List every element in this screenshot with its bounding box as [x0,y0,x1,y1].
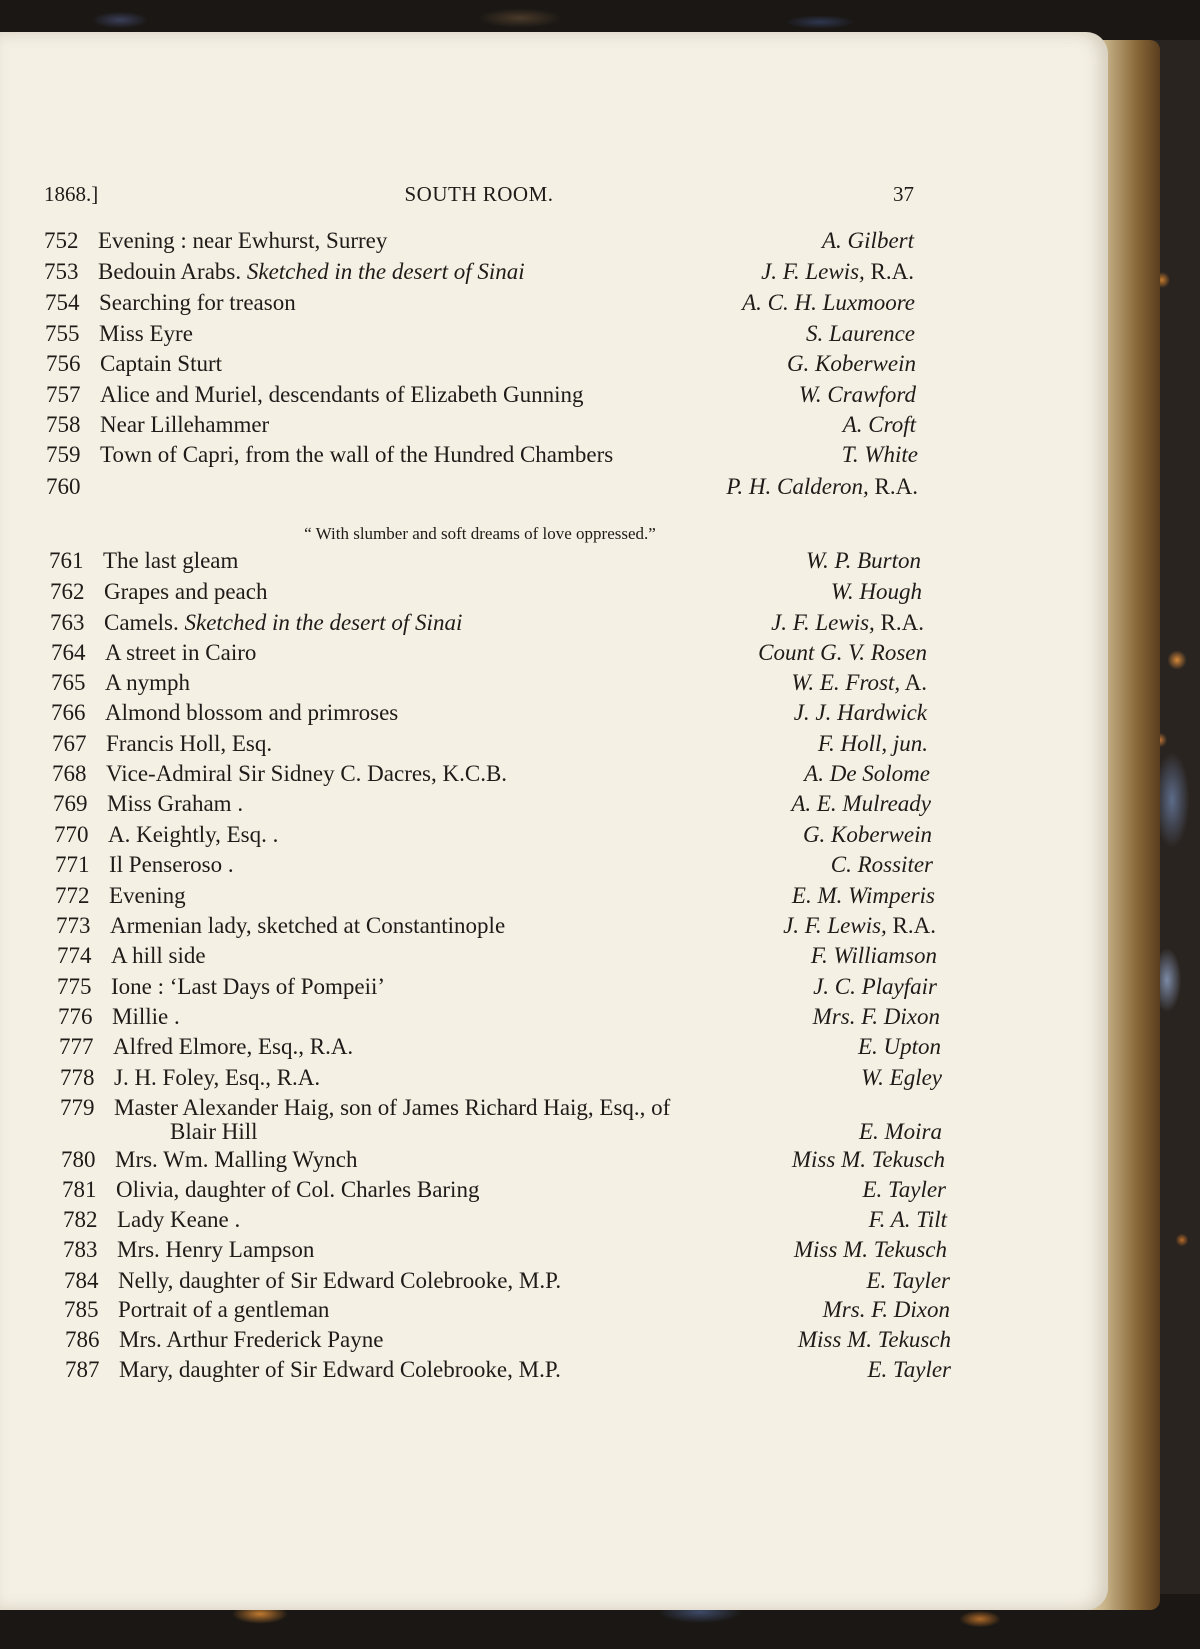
entry-title: Mrs. Wm. Malling Wynch [115,1147,358,1172]
catalogue-entry [45,321,915,351]
entry-title: Grapes and peach [104,579,268,604]
entry-title: Alice and Muriel, descendants of Elizabeth Gunning [100,382,584,407]
entry-artist: W. Crawford [798,382,916,407]
catalogue-entry [45,290,915,320]
entry-title: A nymph [105,670,190,695]
entry-title: J. H. Foley, Esq., R.A. [114,1065,321,1090]
entry-title: Near Lillehammer [100,412,270,437]
entry-title: Francis Holl, Esq. [106,731,273,756]
entry-artist: J. F. Lewis, R.A. [771,610,924,635]
entry-title: Evening [109,883,186,908]
entry-title: Miss Eyre [99,321,193,346]
catalogue-entry [64,1297,950,1327]
entry-number: 769 [53,791,88,816]
artist-honour: R.A. [886,913,936,938]
catalogue-entry [57,943,937,973]
entry-title: Nelly, daughter of Sir Edward Colebrooke, M.P. [118,1268,562,1293]
entry-number: 783 [63,1237,98,1262]
catalogue-entry [63,1237,947,1267]
entry-title: Captain Sturt [100,351,223,376]
entry-number: 766 [51,700,86,725]
entry-artist: Miss M. Tekusch [793,1237,947,1262]
entry-artist: A. C. H. Luxmoore [742,290,915,315]
entry-number: 771 [55,852,90,877]
catalogue-entry [52,761,930,791]
entry-quote: “ With slumber and soft dreams of love oppressed.” [304,524,656,543]
catalogue-entry [60,1065,942,1095]
entry-number: 787 [65,1357,100,1382]
catalogue-entry [65,1327,951,1357]
entry-artist: Mrs. F. Dixon [822,1297,950,1322]
catalogue-entry [46,474,918,504]
entry-artist: E. Upton [857,1034,941,1059]
catalogue-entry [50,579,922,609]
catalogue-entry [51,640,927,670]
entry-artist: E. Tayler [866,1268,950,1293]
page-number: 37 [893,182,914,206]
entry-number: 761 [49,548,84,573]
entry-number: 753 [44,259,79,284]
entry-number: 768 [52,761,87,786]
catalogue-entry [46,351,916,381]
entry-artist: F. Holl, jun. [817,731,928,756]
catalogue-entry [54,822,932,852]
entry-number: 786 [65,1327,100,1352]
entry-artist: A. Croft [842,412,916,437]
entry-title: Alfred Elmore, Esq., R.A. [113,1034,354,1059]
catalogue-entry [44,259,914,289]
entry-artist: W. P. Burton [805,548,921,573]
entry-artist: E. Tayler [867,1357,951,1382]
catalogue-entry [44,228,914,258]
entry-artist: Miss M. Tekusch [791,1147,945,1172]
entry-title: Almond blossom and primroses [105,700,399,725]
entry-title: Mary, daughter of Sir Edward Colebrooke, M.P. [119,1357,561,1382]
entry-title-note: Sketched in the desert of Sinai [241,259,525,284]
artist-honour: R.A. [864,259,914,284]
entry-artist: A. Gilbert [822,228,914,253]
entry-title: Mrs. Arthur Frederick Payne [119,1327,384,1352]
catalogue-entry [46,382,916,412]
entry-title: Vice-Admiral Sir Sidney C. Dacres, K.C.B. [106,761,508,786]
entry-title: Ione : ‘Last Days of Pompeii’ [111,974,386,999]
catalogue-entry [55,883,935,913]
entry-number: 764 [51,640,86,665]
entry-title: Miss Graham . [107,791,244,816]
catalogue-entry [50,610,924,640]
artist-honour: R.A. [868,474,918,499]
entry-artist: Miss M. Tekusch [797,1327,951,1352]
entry-number: 782 [63,1207,98,1232]
entry-title: The last gleam [103,548,239,573]
entry-artist: J. F. Lewis, R.A. [783,913,936,938]
entry-artist: C. Rossiter [830,852,933,877]
entry-number: 770 [54,822,89,847]
catalogue-entry [63,1207,947,1237]
entry-number: 781 [62,1177,97,1202]
artist-honour: A. [900,670,927,695]
entry-number: 784 [64,1268,99,1293]
entry-number: 785 [64,1297,99,1322]
catalogue-entry [57,974,937,1004]
entry-title: Bedouin Arabs. Sketched in the desert of Sinai [98,259,525,284]
artist-honour: R.A. [874,610,924,635]
entry-title: Lady Keane . [117,1207,241,1232]
entry-artist: Mrs. F. Dixon [812,1004,940,1029]
entry-number: 775 [57,974,92,999]
entry-title: Town of Capri, from the wall of the Hundred Chambers [100,442,614,467]
entry-artist: W. Hough [830,579,922,604]
entry-artist: J. C. Playfair [813,974,937,999]
entry-number: 754 [45,290,80,315]
catalogue-entry [61,1147,945,1177]
entry-title: Mrs. Henry Lampson [117,1237,315,1262]
entry-number: 772 [55,883,90,908]
header-year: 1868.] [44,182,99,206]
header-room: SOUTH ROOM. [404,182,554,206]
entry-artist: J. F. Lewis, R.A. [761,259,914,284]
catalogue-entry [64,1268,950,1298]
entry-number: 763 [50,610,85,635]
entry-title: Il Penseroso . [109,852,234,877]
catalogue-entry [46,442,918,472]
entry-title: Olivia, daughter of Col. Charles Baring [116,1177,480,1202]
entry-artist: E. M. Wimperis [791,883,935,908]
entry-number: 777 [59,1034,94,1059]
catalogue-entry [51,700,927,730]
entry-title: A hill side [111,943,206,968]
entry-artist: W. Egley [861,1065,942,1090]
entry-title: Master Alexander Haig, son of James Richard Haig, Esq., of [114,1095,671,1120]
entry-number: 780 [61,1147,96,1172]
entry-number: 773 [56,913,91,938]
entry-title: Millie . [112,1004,180,1029]
entry-title: A street in Cairo [105,640,257,665]
entry-number: 752 [44,228,79,253]
entry-artist: F. Williamson [810,943,937,968]
entry-number: 774 [57,943,92,968]
entry-number: 760 [46,474,81,499]
running-header [44,182,914,212]
catalogue-entry [60,1119,942,1149]
entry-artist: G. Koberwein [802,822,932,847]
entry-number: 778 [60,1065,95,1090]
catalogue-entry [53,791,931,821]
entry-number: 755 [45,321,80,346]
entry-number: 765 [51,670,86,695]
entry-artist: E. Moira [858,1119,942,1144]
entry-number: 779 [60,1095,95,1120]
entry-title: Searching for treason [99,290,296,315]
entry-artist: E. Tayler [862,1177,946,1202]
entry-number: 759 [46,442,81,467]
catalogue-page [0,32,1108,1610]
catalogue-entry [52,731,928,761]
entry-number: 767 [52,731,87,756]
catalogue-entry [55,852,933,882]
entry-artist: W. E. Frost, A. [791,670,927,695]
entry-artist: A. E. Mulready [791,791,931,816]
catalogue-entry [58,1004,940,1034]
catalogue-entry [56,913,936,943]
catalogue-entry [65,1357,951,1387]
entry-number: 757 [46,382,81,407]
entry-artist: S. Laurence [805,321,915,346]
entry-artist: T. White [841,442,918,467]
catalogue-entry [49,548,921,578]
entry-title-note: Sketched in the desert of Sinai [178,610,463,635]
entry-number: 762 [50,579,85,604]
entry-artist: J. J. Hardwick [793,700,927,725]
entry-title: Evening : near Ewhurst, Surrey [98,228,388,253]
entry-title: Blair Hill [170,1119,258,1144]
entry-artist: P. H. Calderon, R.A. [726,474,918,499]
entry-number: 758 [46,412,81,437]
entry-artist: F. A. Tilt [868,1207,947,1232]
entry-artist: Count G. V. Rosen [758,640,927,665]
entry-title: A. Keightly, Esq. . [108,822,279,847]
entry-title: Portrait of a gentleman [118,1297,330,1322]
catalogue-entry [51,670,927,700]
entry-artist: G. Koberwein [786,351,916,376]
catalogue-entry [62,1177,946,1207]
catalogue-entry [59,1034,941,1064]
entry-title: Camels. Sketched in the desert of Sinai [104,610,463,635]
catalogue-entry [46,412,916,442]
entry-number: 776 [58,1004,93,1029]
entry-number: 756 [46,351,81,376]
entry-title: Armenian lady, sketched at Constantinople [110,913,506,938]
entry-artist: A. De Solome [804,761,930,786]
